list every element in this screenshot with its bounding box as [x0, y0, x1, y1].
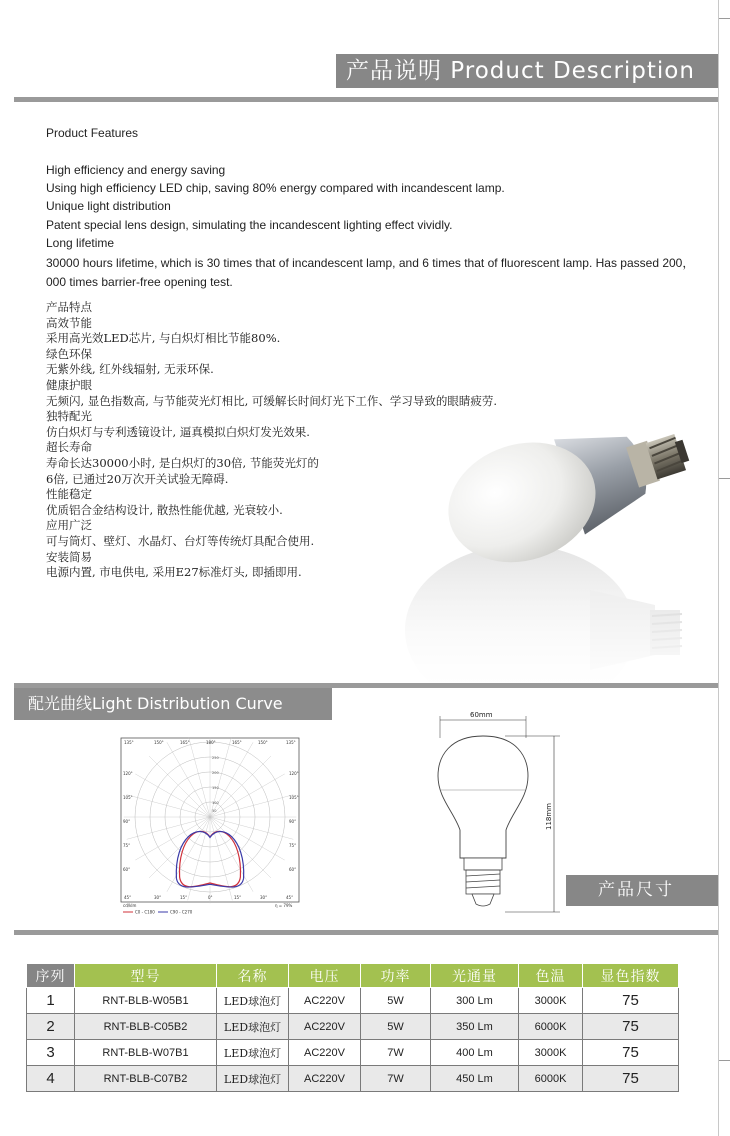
cell-model: RNT-BLB-C05B2 — [75, 1014, 217, 1040]
zh-line: 无紫外线, 红外线辐射, 无汞环保. — [46, 362, 214, 377]
cell-flux: 450 Lm — [431, 1066, 519, 1092]
radial-label: 50 — [212, 809, 217, 813]
radial-label: 100 — [212, 801, 219, 805]
feature-line: Using high efficiency LED chip, saving 80% energy compared with incandescent lamp. — [46, 181, 505, 195]
table-header-row — [27, 964, 679, 988]
page-edge-mark — [719, 18, 730, 19]
zh-line: 超长寿命 — [46, 440, 92, 455]
cell-voltage: AC220V — [289, 1014, 361, 1040]
column-header: 显色指数 — [583, 964, 679, 988]
dimension-drawing — [420, 708, 560, 918]
cell-power: 5W — [361, 988, 431, 1014]
feature-line: Patent special lens design, simulating the incandescent lighting effect vividly. — [46, 218, 453, 232]
cell-voltage: AC220V — [289, 1040, 361, 1066]
cell-model: RNT-BLB-C07B2 — [75, 1066, 217, 1092]
column-header: 电压 — [289, 964, 361, 988]
cell-name: LED球泡灯 — [217, 1066, 289, 1092]
feature-line: Unique light distribution — [46, 199, 171, 213]
cell-voltage: AC220V — [289, 988, 361, 1014]
angle-label: 150° — [258, 740, 268, 745]
table-row — [27, 1014, 679, 1040]
angle-label: 15° — [180, 895, 188, 900]
column-header: 功率 — [361, 964, 431, 988]
angle-label: 165° — [180, 740, 190, 745]
zh-line: 电源内置, 市电供电, 采用E27标准灯头, 即插即用. — [46, 565, 302, 580]
cell-flux: 400 Lm — [431, 1040, 519, 1066]
radial-label: 200 — [212, 771, 219, 775]
cell-cct: 3000K — [519, 1040, 583, 1066]
height-dimension: 118mm — [545, 803, 553, 830]
cell-name: LED球泡灯 — [217, 988, 289, 1014]
feature-line: Long lifetime — [46, 236, 115, 250]
angle-label: 60° — [123, 867, 131, 872]
polar-chart-svg — [120, 737, 300, 915]
angle-label: 135° — [124, 740, 134, 745]
angle-label: 180° — [206, 740, 216, 745]
cell-name: LED球泡灯 — [217, 1040, 289, 1066]
cell-no: 2 — [27, 1014, 75, 1040]
cell-cri: 75 — [583, 1014, 679, 1040]
efficiency-label: η = 79% — [275, 903, 293, 908]
cell-no: 1 — [27, 988, 75, 1014]
angle-label: 30° — [260, 895, 268, 900]
column-header: 名称 — [217, 964, 289, 988]
zh-line: 性能稳定 — [46, 487, 92, 502]
angle-label: 30° — [154, 895, 162, 900]
zh-line: 无频闪, 显色指数高, 与节能荧光灯相比, 可缓解长时间灯光下工作、学习导致的眼睛疲劳. — [46, 393, 498, 408]
angle-label: 105° — [289, 795, 299, 800]
spec-table — [26, 963, 679, 1092]
page-edge-mark — [719, 478, 730, 479]
features-heading: Product Features — [46, 126, 139, 140]
angle-label: 120° — [123, 771, 133, 776]
angle-label: 135° — [286, 740, 296, 745]
column-header: 色温 — [519, 964, 583, 988]
cell-flux: 300 Lm — [431, 988, 519, 1014]
angle-label: 15° — [234, 895, 242, 900]
zh-line: 寿命长达30000小时, 是白炽灯的30倍, 节能荧光灯的 — [46, 455, 319, 470]
zh-line: 安装简易 — [46, 549, 92, 564]
cell-flux: 350 Lm — [431, 1014, 519, 1040]
cell-no: 4 — [27, 1066, 75, 1092]
legend-label: C0 - C180 — [135, 909, 155, 915]
zh-line: 可与筒灯、壁灯、水晶灯、台灯等传统灯具配合使用. — [46, 533, 315, 548]
angle-label: 75° — [289, 843, 297, 848]
angle-label: 105° — [123, 795, 133, 800]
cell-name: LED球泡灯 — [217, 1014, 289, 1040]
angle-label: 90° — [289, 819, 297, 824]
cell-cri: 75 — [583, 1040, 679, 1066]
header-divider — [14, 97, 718, 102]
zh-line: 仿白炽灯与专利透镜设计, 逼真模拟白炽灯发光效果. — [46, 424, 310, 439]
zh-line: 应用广泛 — [46, 518, 92, 533]
polar-chart — [120, 737, 300, 915]
radial-label: 150 — [212, 786, 219, 790]
cell-no: 3 — [27, 1040, 75, 1066]
feature-lifetime-text: 30000 hours lifetime, which is 30 times that of incandescent lamp, and 6 times that of fluorescent lamp. Has passed 200，000 times barrier-free opening test. — [46, 256, 695, 289]
cell-cct: 6000K — [519, 1066, 583, 1092]
angle-label: 150° — [154, 740, 164, 745]
zh-line: 6倍, 已通过20万次开关试验无障碍. — [46, 471, 229, 486]
angle-label: 75° — [123, 843, 131, 848]
zh-line: 优质铝合金结构设计, 散热性能优越, 光衰较小. — [46, 502, 283, 517]
angle-label: 120° — [289, 771, 299, 776]
column-header: 光通量 — [431, 964, 519, 988]
width-dimension: 60mm — [470, 711, 493, 719]
unit-label: cd/klm — [123, 903, 137, 908]
cell-power: 5W — [361, 1014, 431, 1040]
cell-power: 7W — [361, 1066, 431, 1092]
angle-label: 45° — [286, 895, 294, 900]
bulb-outline-svg — [420, 708, 560, 918]
cell-model: RNT-BLB-W05B1 — [75, 988, 217, 1014]
table-row — [27, 1040, 679, 1066]
zh-line: 采用高光效LED芯片, 与白炽灯相比节能80%. — [46, 331, 281, 346]
size-title: 产品尺寸 — [598, 880, 674, 900]
section-divider — [14, 930, 718, 935]
cell-power: 7W — [361, 1040, 431, 1066]
zh-line: 产品特点 — [46, 300, 92, 314]
feature-line: High efficiency and energy saving — [46, 163, 226, 177]
zh-line: 高效节能 — [46, 315, 92, 330]
angle-label: 165° — [232, 740, 242, 745]
product-photo — [400, 400, 718, 690]
page-edge-line — [718, 0, 719, 1136]
angle-label: 0° — [208, 895, 213, 900]
bulb-illustration — [400, 400, 718, 690]
column-header: 型号 — [75, 964, 217, 988]
radial-label: 250 — [212, 756, 219, 760]
cell-cri: 75 — [583, 1066, 679, 1092]
angle-label: 45° — [124, 895, 132, 900]
light-distribution-title: 配光曲线Light Distribution Curve — [28, 694, 283, 713]
cell-cct: 6000K — [519, 1014, 583, 1040]
zh-line: 独特配光 — [46, 409, 92, 424]
angle-label: 90° — [123, 819, 131, 824]
legend-label: C90 - C270 — [170, 909, 193, 915]
angle-label: 60° — [289, 867, 297, 872]
zh-line: 绿色环保 — [46, 346, 92, 361]
column-header: 序列 — [27, 964, 75, 988]
page-edge-mark — [719, 1060, 730, 1061]
page-title: 产品说明 Product Description — [346, 58, 695, 84]
cell-cct: 3000K — [519, 988, 583, 1014]
table-row — [27, 1066, 679, 1092]
table-row — [27, 988, 679, 1014]
cell-model: RNT-BLB-W07B1 — [75, 1040, 217, 1066]
cell-cri: 75 — [583, 988, 679, 1014]
cell-voltage: AC220V — [289, 1066, 361, 1092]
zh-line: 健康护眼 — [46, 377, 92, 392]
